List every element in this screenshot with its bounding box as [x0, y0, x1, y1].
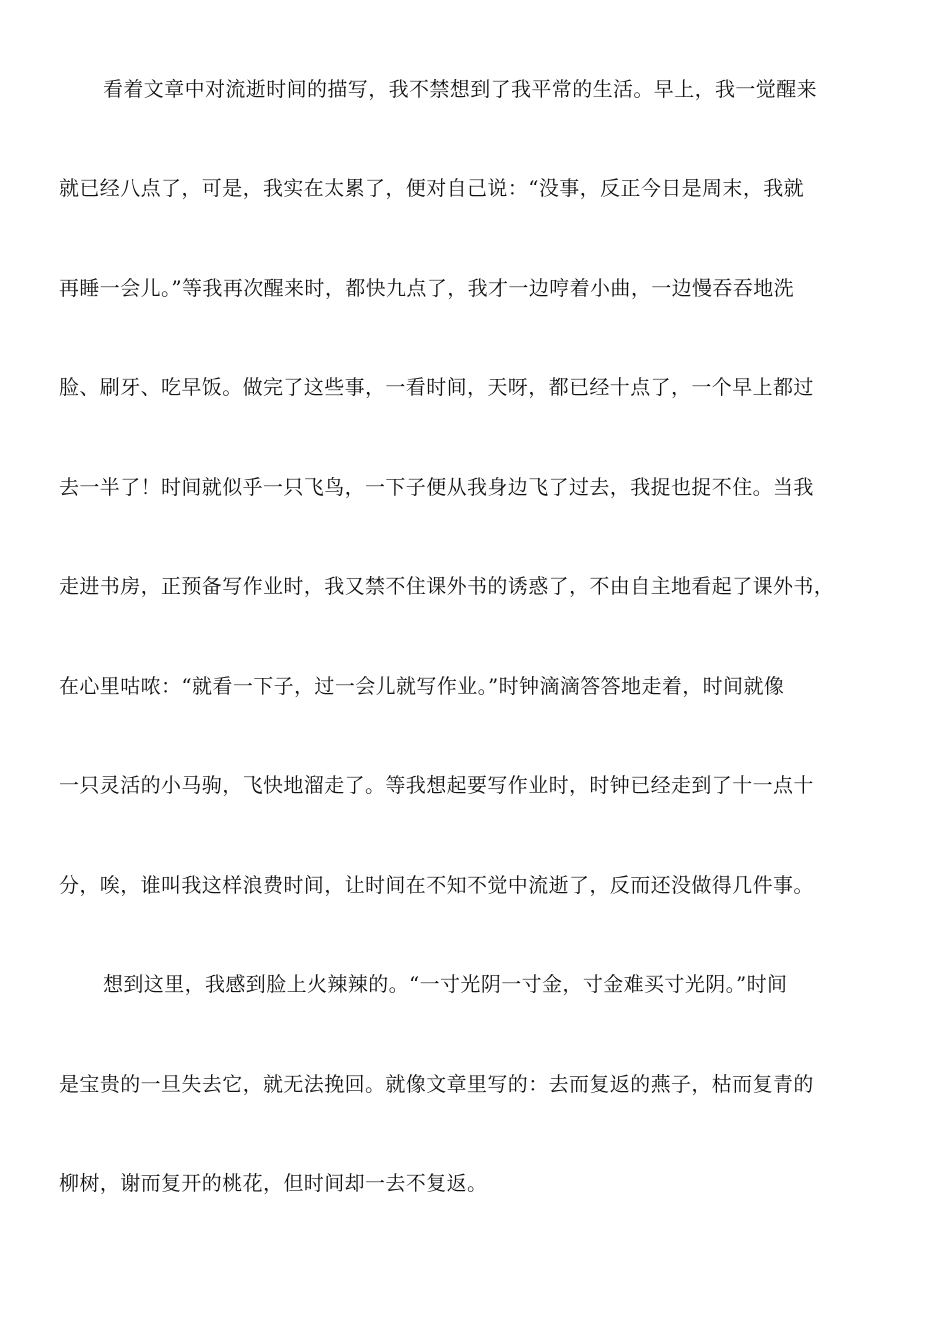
paragraph-1-line-2: 就已经八点了，可是，我实在太累了，便对自己说：“没事，反正今日是周末，我就 [59, 176, 805, 200]
paragraph-1-line-6: 走进书房，正预备写作业时，我又禁不住课外书的诱惑了，不由自主地看起了课外书， [59, 574, 835, 598]
paragraph-1-line-8: 一只灵活的小马驹，飞快地溜走了。等我想起要写作业时，时钟已经走到了十一点十 [59, 773, 814, 797]
paragraph-1-line-5: 去一半了！时间就似乎一只飞鸟，一下子便从我身边飞了过去，我捉也捉不住。当我 [59, 475, 814, 499]
paragraph-1-line-9: 分，唉，谁叫我这样浪费时间，让时间在不知不觉中流逝了，反而还没做得几件事。 [59, 873, 814, 897]
paragraph-1-line-1: 看着文章中对流逝时间的描写，我不禁想到了我平常的生活。早上，我一觉醒来 [103, 77, 817, 101]
paragraph-1-line-3: 再睡一会儿。”等我再次醒来时，都快九点了，我才一边哼着小曲，一边慢吞吞地洗 [59, 276, 795, 300]
paragraph-2-line-1: 想到这里，我感到脸上火辣辣的。“一寸光阴一寸金，寸金难买寸光阴。”时间 [103, 972, 788, 996]
paragraph-1-line-4: 脸、刷牙、吃早饭。做完了这些事，一看时间，天呀，都已经十点了，一个早上都过 [59, 375, 814, 399]
paragraph-2-line-2: 是宝贵的一旦失去它，就无法挽回。就像文章里写的：去而复返的燕子，枯而复青的 [59, 1072, 814, 1096]
paragraph-2-line-3: 柳树，谢而复开的桃花，但时间却一去不复返。 [59, 1171, 488, 1195]
paragraph-1-line-7: 在心里咕哝：“就看一下子，过一会儿就写作业。”时钟滴滴答答地走着，时间就像 [59, 674, 785, 698]
